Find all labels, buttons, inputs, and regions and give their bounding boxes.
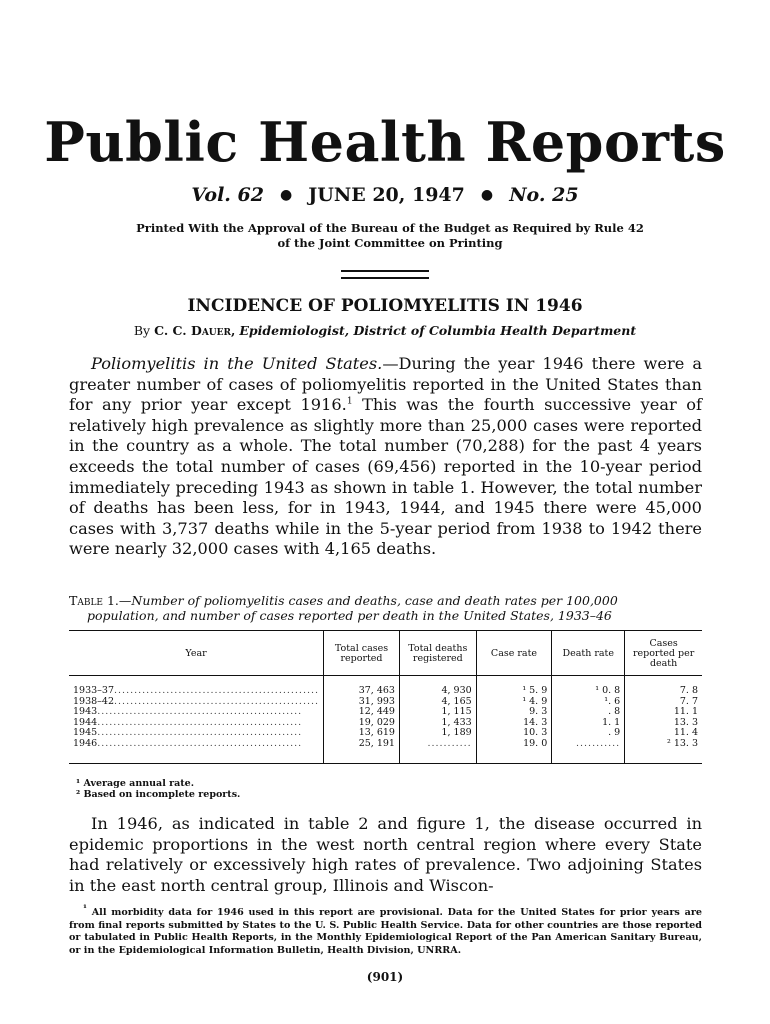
cell-cases: 37, 463 (324, 676, 400, 697)
issue-line (40, 184, 730, 208)
cell-case-rate: 19. 0 (476, 739, 552, 764)
cell-ratio: 7. 7 (625, 697, 702, 708)
cell-death-rate: ¹ 0. 8 (552, 676, 625, 697)
cell-cases: 13, 619 (324, 728, 400, 739)
header-total-deaths: Total deaths registered (399, 631, 476, 676)
paragraph-text: —During the year 1946 there were a greater number of cases of poliomyelitis reported in the United States than for any prior year except 1916. (69, 354, 702, 415)
journal-masthead: Public Health Reports (44, 110, 726, 174)
bullet-separator: ● (480, 187, 494, 203)
byline-prefix: By (133, 323, 151, 338)
author-name: C. C. Dauer, (154, 323, 236, 338)
cell-deaths: 1, 115 (399, 707, 476, 718)
cell-cases: 19, 029 (324, 718, 400, 729)
approval-line-2: of the Joint Committee on Printing (277, 236, 503, 250)
cell-deaths: 1, 189 (399, 728, 476, 739)
table-row (69, 707, 702, 718)
table-note-2: ² Based on incomplete reports. (76, 789, 241, 800)
footnote-text: All morbidity data for 1946 used in this report are provisional. Data for the United States for prior years are from final reports submitted by States to the U. S. Public Health Service. Data for other countries are those reported or tabulated in Public Health Reports, in the Monthly Epidemiological Report of the Pan American Sanitary Bureau, or in the Epidemiological Information Bulletin, Health Division, UNRRA. (69, 907, 702, 956)
header-case-rate: Case rate (476, 631, 552, 676)
paragraph-2 (69, 814, 702, 896)
header-death-rate: Death rate (552, 631, 625, 676)
cell-deaths: 4, 165 (399, 697, 476, 708)
cell-year: 1945................................................... (73, 728, 303, 738)
table-header-row (69, 631, 702, 676)
cell-year: 1933–37................................................... (73, 685, 320, 696)
author-role: Epidemiologist, District of Columbia Health Department (239, 323, 637, 338)
caption-line-1: Number of poliomyelitis cases and deaths, case and death rates per 100,000 (131, 593, 618, 608)
cell-case-rate: ¹ 5. 9 (476, 676, 552, 697)
cell-ratio: 11. 4 (625, 728, 702, 739)
header-cases-per-death: Cases reported per death (625, 631, 702, 676)
paragraph-lead: Poliomyelitis in the United States. (91, 354, 383, 373)
cell-ratio: 7. 8 (625, 676, 702, 697)
approval-notice (70, 221, 710, 251)
table-row (69, 676, 702, 697)
issue-number: No. 25 (509, 184, 579, 206)
cell-death-rate: ........... (552, 739, 625, 764)
article-title: INCIDENCE OF POLIOMYELITIS IN 1946 (187, 296, 583, 316)
cell-deaths: ........... (399, 739, 476, 764)
page-footnote (69, 903, 702, 957)
footnote-ref: 1 (346, 396, 353, 407)
bullet-separator: ● (280, 187, 293, 203)
cell-ratio: 13. 3 (625, 718, 702, 729)
cell-year: 1943................................................... (73, 707, 303, 717)
table-notes (76, 778, 696, 800)
cell-year: 1938–42................................................... (73, 696, 320, 707)
caption-dash: — (118, 593, 132, 608)
cell-deaths: 1, 433 (399, 718, 476, 729)
page-number: (901) (366, 970, 404, 984)
table-caption (69, 593, 702, 623)
header-total-cases: Total cases reported (324, 631, 400, 676)
cell-year: 1946................................................... (69, 739, 324, 764)
cell-case-rate: 14. 3 (476, 718, 552, 729)
cell-year: 1944................................................... (73, 717, 303, 728)
cell-case-rate: ¹ 4. 9 (476, 697, 552, 708)
cell-cases: 25, 191 (324, 739, 400, 764)
cell-death-rate: . 8 (552, 707, 625, 718)
caption-line-2: population, and number of cases reported per death in the United States, 1933–46 (87, 608, 612, 623)
cell-ratio: ² 13. 3 (625, 739, 702, 764)
table-note-1: ¹ Average annual rate. (76, 778, 195, 789)
issue-date: JUNE 20, 1947 (308, 184, 465, 206)
cell-death-rate: 1. 1 (552, 718, 625, 729)
paragraph-text: This was the fourth successive year of relatively high prevalence as slightly more than 25,000 cases were reported in the country as a whole. The total number (70,288) for the past 4 years exceeds the total number of cases (69,456) reported in the 10-year period immediately preceding 1943 as shown in table 1. However, the total number of deaths has been less, for in 1943, 1944, and 1945 there were 45,000 cases with 3,737 deaths while in the 5-year period from 1938 to 1942 there were nearly 32,000 cases with 4,165 deaths. (69, 395, 702, 559)
paragraph-1 (69, 354, 702, 560)
cell-death-rate: . 9 (552, 728, 625, 739)
table-label: Table 1. (69, 593, 119, 608)
cell-cases: 12, 449 (324, 707, 400, 718)
byline (40, 323, 730, 339)
cell-case-rate: 10. 3 (476, 728, 552, 739)
cell-case-rate: 9. 3 (476, 707, 552, 718)
cell-death-rate: ¹. 6 (552, 697, 625, 708)
divider-rule (341, 270, 429, 279)
cell-cases: 31, 993 (324, 697, 400, 708)
cell-ratio: 11. 1 (625, 707, 702, 718)
paragraph-text: In 1946, as indicated in table 2 and figure 1, the disease occurred in epidemic proportions in the west north central region where every State had relatively or excessively high rates of prevalence. Two adjoining States in the east north central group, Illinois and Wiscon- (69, 814, 702, 895)
data-table (69, 630, 702, 764)
volume-label: Vol. 62 (191, 184, 264, 206)
cell-deaths: 4, 930 (399, 676, 476, 697)
table-row (69, 739, 702, 764)
approval-line-1: Printed With the Approval of the Bureau of the Budget as Required by Rule 42 (136, 221, 644, 235)
footnote-marker: ¹ (83, 903, 87, 914)
header-year: Year (69, 631, 324, 676)
